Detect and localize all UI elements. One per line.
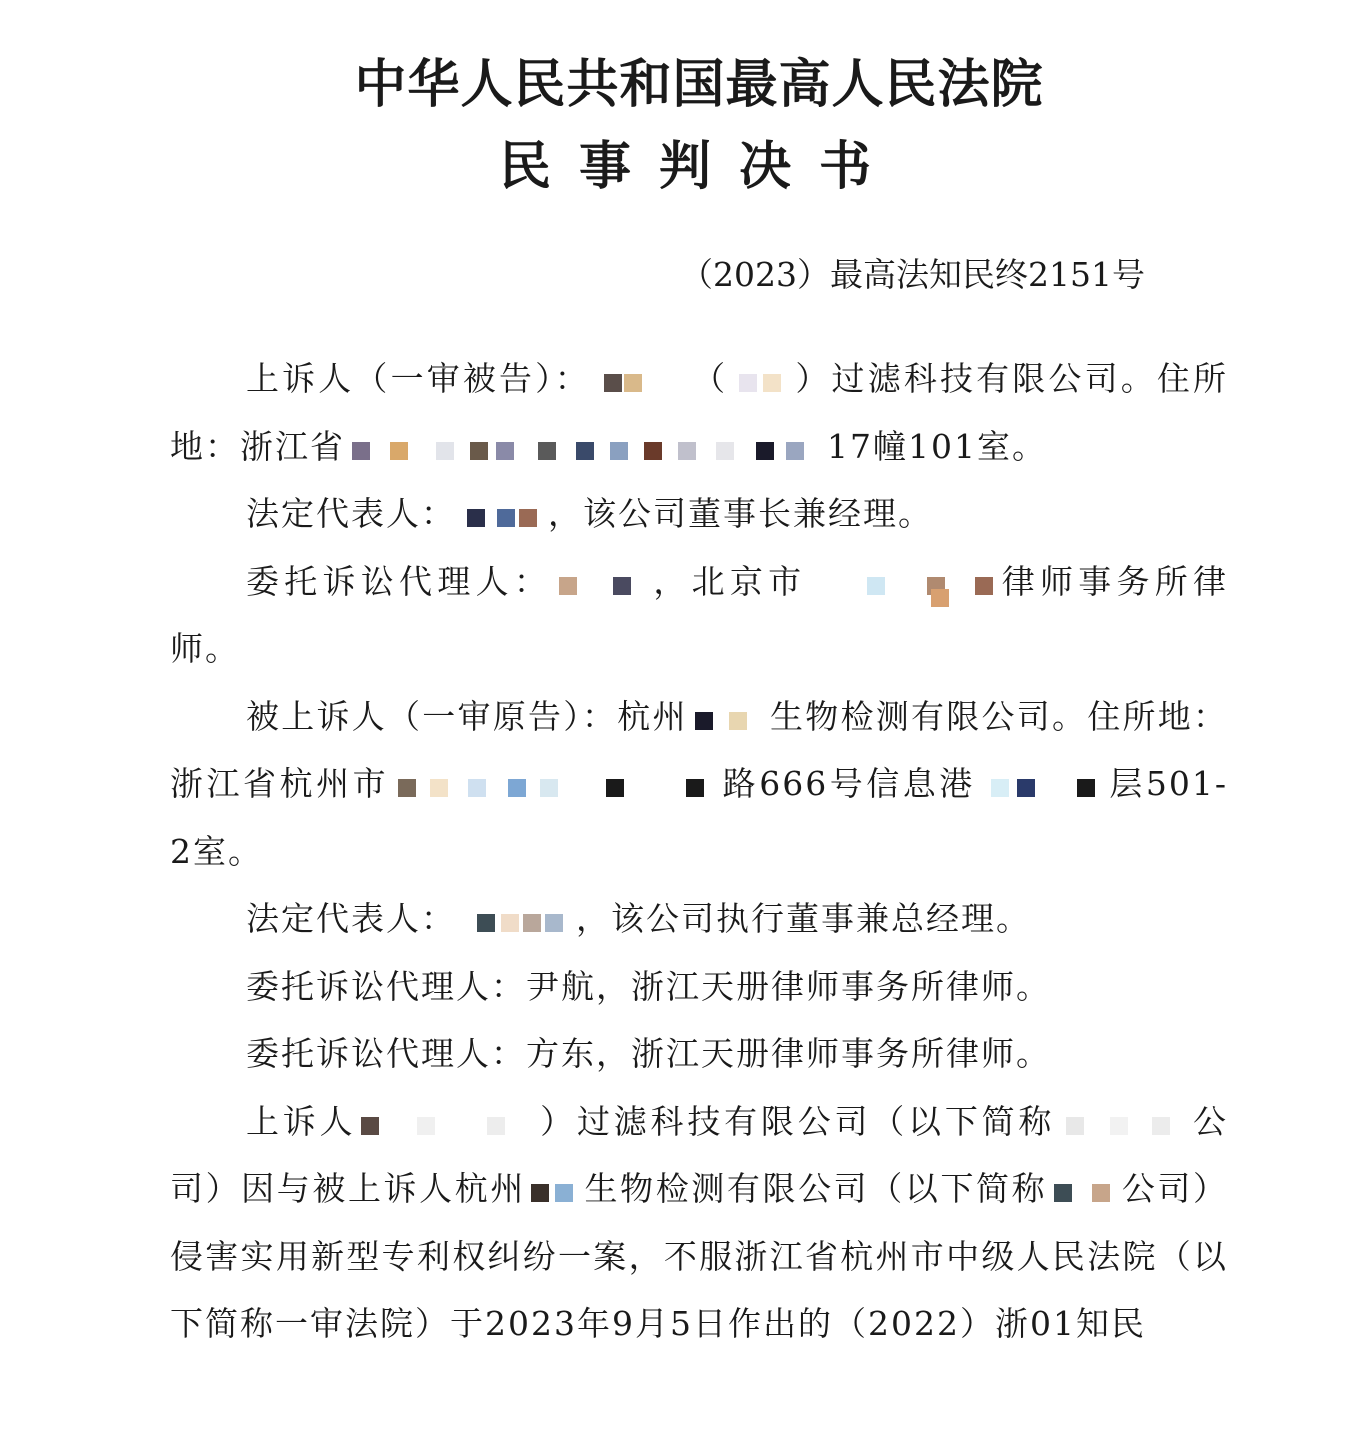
redacted-law-firm [807,569,997,599]
case-intro-paragraph: 上诉人 ）过滤科技有限公司（以下简称 公司）因与被上诉人杭州 生物检测有限公司（以下简称 公司）侵害实用新型专利权纠纷一案，不服浙江省杭州市中级人民法院（以下简称一审法院）于2023年9月5日作出的（2022）浙01知民 [170,1101,1229,1343]
appellant-label: 上诉人（一审被告）： [246,359,591,398]
redacted-appellant-abbr [1056,1109,1190,1139]
appellant-rep-paragraph: 法定代表人： ，该公司董事长兼经理。 [246,494,933,533]
judgment-body [170,345,1228,1358]
redacted-agent-name [553,569,649,599]
redacted-company [689,704,769,734]
redacted-name [592,366,690,396]
document-type: 民事判决书 [498,136,899,197]
appellant-agent-paragraph: 委托诉讼代理人： ，北京市 律师事务所律师。 [170,561,1229,668]
redacted-city [729,366,793,396]
redacted-appellee-abbr [1048,1176,1120,1206]
redacted-appellee-short [527,1176,583,1206]
redacted-rep-name [457,501,547,531]
appellee-agent-paragraph-1: 委托诉讼代理人：尹航，浙江天册律师事务所律师。 [246,966,1051,1006]
redacted-appellant-short [357,1109,537,1139]
redacted-appellee-address [390,771,720,801]
appellee-rep-paragraph: 法定代表人： ，该公司执行董事兼总经理。 [246,899,1031,938]
redacted-building [977,771,1107,801]
redacted-address [346,434,826,464]
appellant-paragraph: 上诉人（一审被告）： （ ）过滤科技有限公司。住所地：浙江省 17幢101室。 [170,359,1229,466]
court-name: 中华人民共和国最高人民法院 [354,54,1044,115]
appellee-paragraph: 被上诉人（一审原告）：杭州 生物检测有限公司。住所地：浙江省杭州市 路666号信息港 层501-2室。 [170,696,1228,871]
appellee-agent-paragraph-2: 委托诉讼代理人：方东，浙江天册律师事务所律师。 [246,1034,1051,1073]
redacted-appellee-rep [457,906,575,936]
case-number: （2023）最高法知民终2151号 [680,255,1145,294]
